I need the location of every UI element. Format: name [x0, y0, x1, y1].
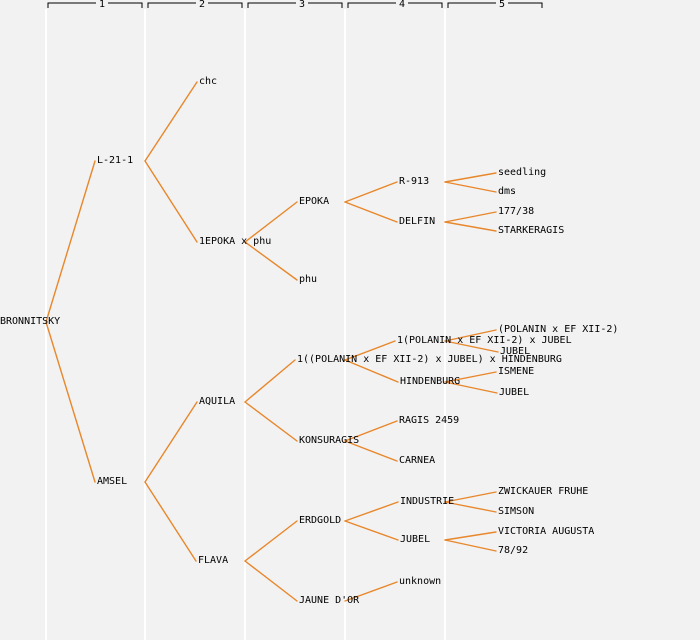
tree-node-jubel_c4: JUBEL	[400, 534, 431, 545]
pedigree-edge	[245, 242, 297, 280]
tree-node-industrie: INDUSTRIE	[400, 496, 455, 507]
generation-label-text: 3	[296, 0, 308, 10]
tree-node-unknown: unknown	[399, 576, 442, 587]
generation-bracket	[448, 3, 542, 8]
tree-node-epoka: EPOKA	[299, 196, 330, 207]
tree-node-dms: dms	[498, 186, 517, 197]
generation-label-1	[96, 0, 108, 10]
tree-node-amsel: AMSEL	[97, 476, 128, 487]
generation-label-3	[296, 0, 308, 10]
tree-node-polanin_jubel: 1(POLANIN x EF XII-2) x JUBEL	[397, 335, 572, 346]
tree-node-n177_38: 177/38	[498, 206, 535, 217]
tree-node-flava: FLAVA	[198, 555, 229, 566]
pedigree-edge	[145, 482, 196, 561]
tree-node-polanin_ef: (POLANIN x EF XII-2)	[498, 324, 619, 335]
generation-label-text: 5	[496, 0, 508, 10]
pedigree-edge	[145, 402, 197, 482]
tree-node-aquila: AQUILA	[199, 396, 236, 407]
generation-label-4	[396, 0, 408, 10]
generation-bracket	[248, 3, 342, 8]
pedigree-edge	[345, 502, 398, 521]
pedigree-edge	[345, 202, 397, 222]
generation-label-text: 4	[396, 0, 408, 10]
tree-node-jubel_a: JUBEL	[500, 346, 531, 357]
pedigree-edge	[445, 212, 496, 222]
pedigree-edge	[445, 173, 496, 182]
tree-node-starkeragis: STARKERAGIS	[498, 225, 565, 236]
tree-node-erdgold: ERDGOLD	[299, 515, 342, 526]
generation-label-text: 1	[96, 0, 108, 10]
pedigree-edge	[445, 540, 496, 551]
tree-node-konsuragis: KONSURAGIS	[299, 435, 360, 446]
tree-node-simson: SIMSON	[498, 506, 535, 517]
tree-node-chc: chc	[199, 76, 218, 87]
tree-node-phu: phu	[299, 274, 318, 285]
tree-node-r913: R-913	[399, 176, 430, 187]
pedigree-edge	[245, 402, 297, 441]
tree-node-polanin_hind: 1((POLANIN x EF XII-2) x JUBEL) x HINDENBURG	[297, 354, 562, 365]
pedigree-edge	[46, 161, 95, 322]
generation-label-2	[196, 0, 208, 10]
tree-node-l211: L-21-1	[97, 155, 134, 166]
tree-node-delfin: DELFIN	[399, 216, 436, 227]
pedigree-edge	[345, 521, 398, 540]
pedigree-edge	[245, 521, 297, 561]
pedigree-edge	[145, 82, 197, 161]
pedigree-edge	[145, 161, 197, 242]
pedigree-edge	[46, 322, 95, 482]
pedigree-edge	[445, 222, 496, 231]
generation-label-text: 2	[196, 0, 208, 10]
tree-node-n78_92: 78/92	[498, 545, 529, 556]
tree-node-victoria: VICTORIA AUGUSTA	[498, 526, 595, 537]
pedigree-edge	[445, 182, 496, 192]
tree-node-hindenburg: HINDENBURG	[400, 376, 461, 387]
pedigree-edge	[245, 360, 295, 402]
tree-node-seedling: seedling	[498, 167, 547, 178]
tree-node-epoka_phu: 1EPOKA x phu	[199, 236, 272, 247]
tree-node-zwickauer: ZWICKAUER FRUHE	[498, 486, 589, 497]
tree-node-jaune_dor: JAUNE D'OR	[299, 595, 360, 606]
tree-node-jubel_b: JUBEL	[499, 387, 530, 398]
tree-node-ragis2459: RAGIS 2459	[399, 415, 460, 426]
tree-node-bronnitsky: BRONNITSKY	[0, 316, 61, 327]
pedigree-edge	[445, 532, 496, 540]
generation-bracket	[348, 3, 442, 8]
pedigree-edge	[245, 561, 297, 601]
generation-bracket	[148, 3, 242, 8]
generation-label-5	[496, 0, 508, 10]
generation-bracket	[48, 3, 142, 8]
tree-node-ismene: ISMENE	[498, 366, 535, 377]
tree-node-carnea: CARNEA	[399, 455, 436, 466]
pedigree-edge	[345, 182, 397, 202]
